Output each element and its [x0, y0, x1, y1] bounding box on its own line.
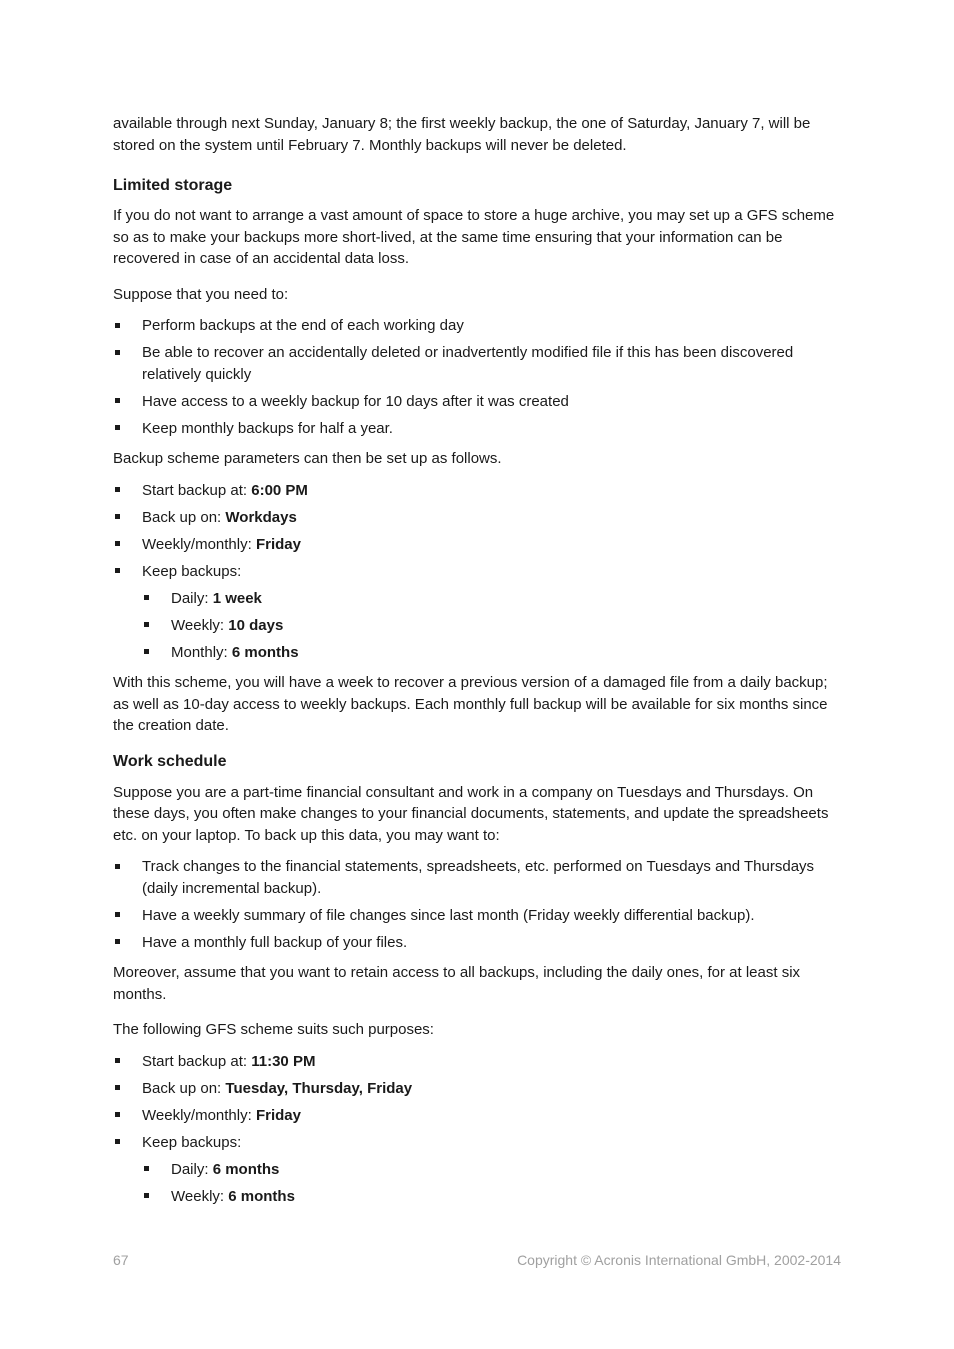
keep-weekly: Weekly: 10 days	[142, 615, 841, 637]
work-needs-list	[113, 856, 841, 953]
param-start-time: Start backup at: 6:00 PM	[113, 480, 841, 502]
suppose-paragraph: Suppose that you need to:	[113, 285, 289, 303]
list-item: Have access to a weekly backup for 10 days after it was created	[113, 391, 841, 413]
limited-storage-paragraph: If you do not want to arrange a vast amount of space to store a huge archive, you may set up a GFS scheme so as to make your backups more short-lived, at the same time ensuring that your information can be recovered in case of an accidental data loss.	[113, 207, 835, 267]
limited-storage-heading: Limited storage	[113, 177, 233, 194]
limited-params-list	[113, 480, 841, 664]
work-schedule-paragraph: Suppose you are a part-time financial consultant and work in a company on Tuesdays and Thursdays. On these days, you often make changes to your financial documents, statements, and update the spreadsheets etc. on your laptop. To back up this data, you may want to:	[113, 783, 829, 844]
param-keep-backups: Keep backups: Daily: 6 months Weekly: 6 months	[113, 1132, 841, 1208]
param-back-up-on: Back up on: Tuesday, Thursday, Friday	[113, 1078, 841, 1100]
params-intro-paragraph: Backup scheme parameters can then be set up as follows.	[113, 450, 502, 467]
keep-weekly: Weekly: 6 months	[142, 1186, 841, 1208]
limited-keep-list	[142, 588, 841, 664]
limited-needs-list	[113, 315, 841, 439]
list-item: Have a monthly full backup of your files.	[113, 932, 841, 954]
list-item: Be able to recover an accidentally deleted or inadvertently modified file if this has been discovered relatively quickly	[113, 342, 841, 385]
page-content	[113, 113, 841, 1207]
limited-summary-paragraph: With this scheme, you will have a week to recover a previous version of a damaged file from a daily backup; as well as 10-day access to weekly backups. Each monthly full backup will be available for six months since the creation date.	[113, 674, 828, 734]
list-item: Track changes to the financial statements, spreadsheets, etc. performed on Tuesdays and Thursdays (daily incremental backup).	[113, 856, 841, 899]
keep-monthly: Monthly: 6 months	[142, 642, 841, 664]
param-back-up-on: Back up on: Workdays	[113, 507, 841, 529]
work-keep-list	[142, 1159, 841, 1208]
list-item: Keep monthly backups for half a year.	[113, 418, 841, 440]
retain-paragraph: Moreover, assume that you want to retain access to all backups, including the daily ones, for at least six months.	[113, 964, 801, 1003]
param-weekly-monthly: Weekly/monthly: Friday	[113, 534, 841, 556]
list-item: Have a weekly summary of file changes since last month (Friday weekly differential backup).	[113, 905, 841, 927]
param-start-time: Start backup at: 11:30 PM	[113, 1051, 841, 1073]
param-weekly-monthly: Weekly/monthly: Friday	[113, 1105, 841, 1127]
param-keep-backups: Keep backups: Daily: 1 week Weekly: 10 days Monthly: 6 months	[113, 561, 841, 664]
work-params-list	[113, 1051, 841, 1208]
keep-daily: Daily: 6 months	[142, 1159, 841, 1181]
page-number: 67	[113, 1252, 129, 1268]
intro-paragraph: available through next Sunday, January 8; the first weekly backup, the one of Saturday, January 7, will be stored on the system until February 7. Monthly backups will never be deleted.	[113, 115, 811, 154]
copyright-notice: Copyright © Acronis International GmbH, 2002-2014	[517, 1252, 841, 1268]
work-schedule-heading: Work schedule	[113, 752, 227, 770]
gfs-scheme-paragraph: The following GFS scheme suits such purposes:	[113, 1021, 434, 1038]
keep-daily: Daily: 1 week	[142, 588, 841, 610]
list-item: Perform backups at the end of each working day	[113, 315, 841, 337]
